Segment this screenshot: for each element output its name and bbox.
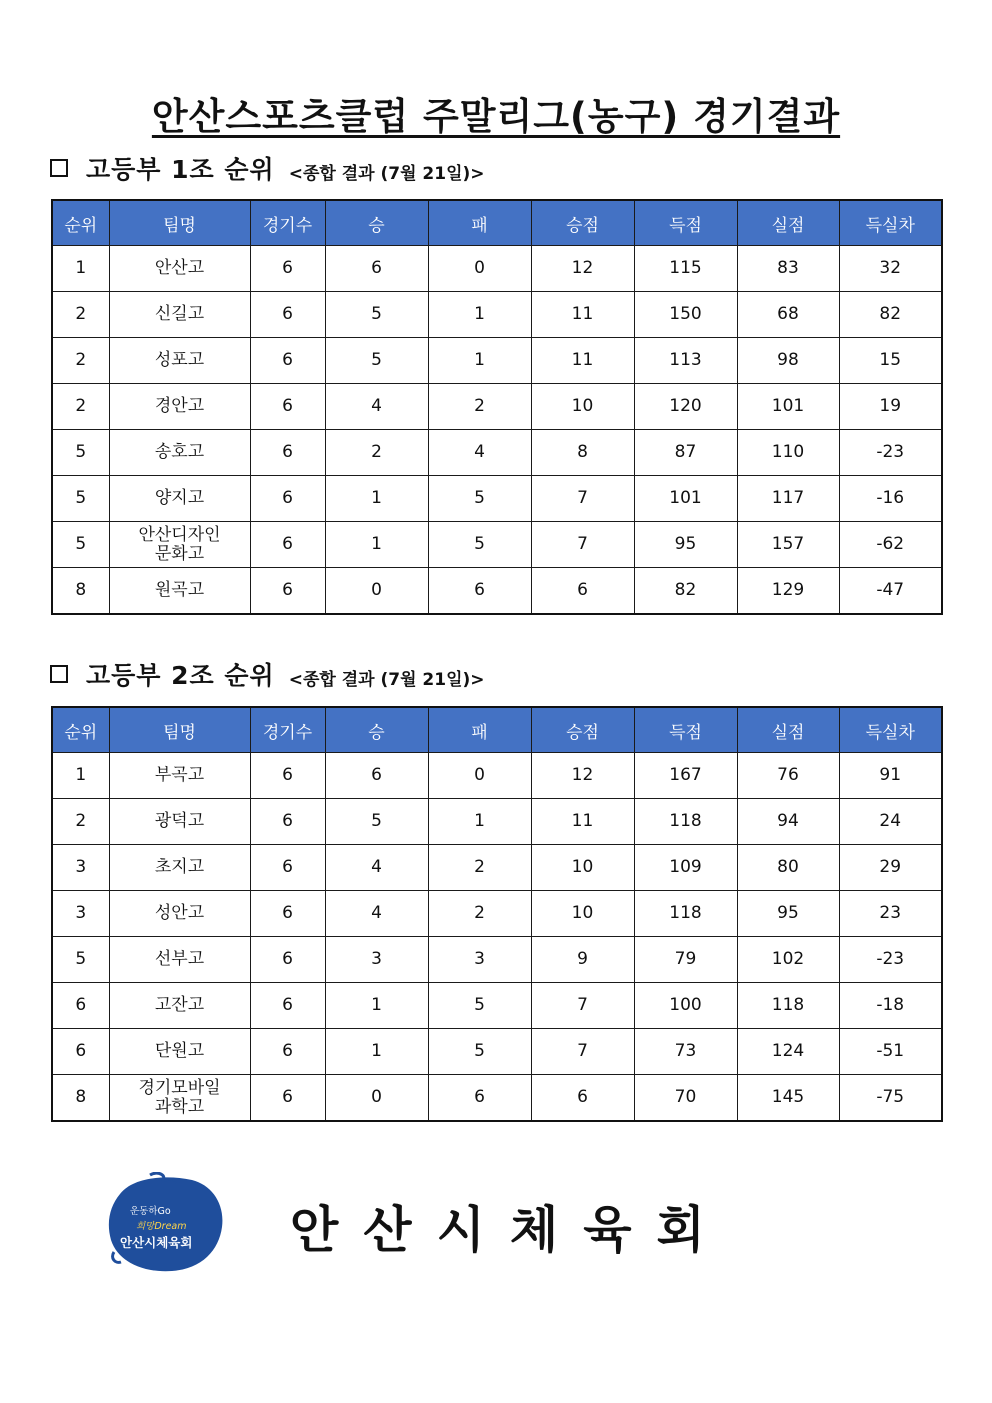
cell-games: 6 — [250, 292, 325, 338]
table-row — [52, 292, 942, 338]
cell-games: 6 — [250, 1029, 325, 1075]
cell-diff: -75 — [839, 1075, 942, 1122]
col-header-wins: 승 — [325, 200, 428, 246]
cell-losses: 4 — [428, 430, 531, 476]
cell-conceded: 102 — [737, 937, 839, 983]
col-header-diff: 득실차 — [839, 707, 942, 753]
col-header-points: 승점 — [531, 200, 634, 246]
cell-wins: 1 — [325, 1029, 428, 1075]
cell-losses: 5 — [428, 476, 531, 522]
cell-scored: 115 — [634, 246, 737, 292]
cell-wins: 6 — [325, 753, 428, 799]
cell-points: 7 — [531, 983, 634, 1029]
table-row — [52, 1029, 942, 1075]
cell-diff: 82 — [839, 292, 942, 338]
organization-name: 안산시체육회 — [290, 1201, 730, 1259]
cell-rank: 2 — [52, 338, 109, 384]
cell-wins: 1 — [325, 476, 428, 522]
cell-team: 고잔고 — [109, 983, 250, 1029]
cell-wins: 6 — [325, 246, 428, 292]
cell-conceded: 157 — [737, 522, 839, 568]
cell-team: 송호고 — [109, 430, 250, 476]
cell-scored: 150 — [634, 292, 737, 338]
standings-table-2 — [51, 706, 943, 1122]
cell-wins: 5 — [325, 338, 428, 384]
cell-losses: 0 — [428, 753, 531, 799]
col-header-losses: 패 — [428, 200, 531, 246]
col-header-conceded: 실점 — [737, 200, 839, 246]
logo-line-2: 희망Dream — [136, 1221, 187, 1232]
cell-wins: 4 — [325, 384, 428, 430]
checkbox-square-icon — [50, 665, 68, 683]
cell-games: 6 — [250, 937, 325, 983]
cell-losses: 5 — [428, 983, 531, 1029]
col-header-team: 팀명 — [109, 200, 250, 246]
cell-wins: 4 — [325, 891, 428, 937]
cell-wins: 0 — [325, 1075, 428, 1122]
cell-points: 12 — [531, 246, 634, 292]
cell-diff: 32 — [839, 246, 942, 292]
cell-scored: 95 — [634, 522, 737, 568]
page-title — [0, 86, 992, 140]
cell-diff: -23 — [839, 937, 942, 983]
cell-rank: 6 — [52, 1029, 109, 1075]
col-header-diff: 득실차 — [839, 200, 942, 246]
cell-games: 6 — [250, 246, 325, 292]
cell-scored: 118 — [634, 891, 737, 937]
cell-wins: 1 — [325, 522, 428, 568]
cell-team: 선부고 — [109, 937, 250, 983]
cell-team: 광덕고 — [109, 799, 250, 845]
page-title-text: 안산스포츠클럽 주말리그(농구) 경기결과 — [151, 95, 841, 138]
col-header-games: 경기수 — [250, 707, 325, 753]
cell-losses: 2 — [428, 891, 531, 937]
cell-diff: 19 — [839, 384, 942, 430]
cell-team: 경기모바일 과학고 — [109, 1075, 250, 1122]
cell-diff: -47 — [839, 568, 942, 615]
cell-team: 초지고 — [109, 845, 250, 891]
cell-rank: 1 — [52, 753, 109, 799]
cell-team: 성포고 — [109, 338, 250, 384]
cell-points: 10 — [531, 891, 634, 937]
cell-rank: 2 — [52, 384, 109, 430]
cell-losses: 0 — [428, 246, 531, 292]
section-1-title: 고등부 1조 순위 — [86, 155, 275, 184]
cell-games: 6 — [250, 338, 325, 384]
cell-points: 7 — [531, 476, 634, 522]
cell-scored: 70 — [634, 1075, 737, 1122]
cell-scored: 82 — [634, 568, 737, 615]
cell-games: 6 — [250, 845, 325, 891]
cell-rank: 1 — [52, 246, 109, 292]
logo-line-3: 안산시체육회 — [120, 1235, 193, 1250]
table-row — [52, 568, 942, 615]
cell-conceded: 117 — [737, 476, 839, 522]
cell-rank: 6 — [52, 983, 109, 1029]
cell-diff: -62 — [839, 522, 942, 568]
cell-conceded: 68 — [737, 292, 839, 338]
cell-team: 안산디자인 문화고 — [109, 522, 250, 568]
cell-conceded: 76 — [737, 753, 839, 799]
cell-rank: 5 — [52, 522, 109, 568]
cell-conceded: 95 — [737, 891, 839, 937]
cell-wins: 5 — [325, 292, 428, 338]
cell-games: 6 — [250, 1075, 325, 1122]
cell-points: 7 — [531, 522, 634, 568]
table-row — [52, 522, 942, 568]
col-header-team: 팀명 — [109, 707, 250, 753]
cell-rank: 5 — [52, 430, 109, 476]
cell-scored: 113 — [634, 338, 737, 384]
cell-points: 10 — [531, 845, 634, 891]
cell-team: 신길고 — [109, 292, 250, 338]
col-header-wins: 승 — [325, 707, 428, 753]
table-row — [52, 338, 942, 384]
cell-conceded: 83 — [737, 246, 839, 292]
cell-points: 11 — [531, 292, 634, 338]
table-row — [52, 753, 942, 799]
table-row — [52, 246, 942, 292]
cell-diff: -16 — [839, 476, 942, 522]
cell-games: 6 — [250, 799, 325, 845]
col-header-points: 승점 — [531, 707, 634, 753]
table-row — [52, 845, 942, 891]
cell-points: 7 — [531, 1029, 634, 1075]
cell-conceded: 110 — [737, 430, 839, 476]
cell-team: 안산고 — [109, 246, 250, 292]
cell-wins: 0 — [325, 568, 428, 615]
cell-team: 단원고 — [109, 1029, 250, 1075]
cell-losses: 1 — [428, 292, 531, 338]
standings-table-1 — [51, 199, 943, 615]
cell-losses: 6 — [428, 1075, 531, 1122]
section-1-subtitle: <종합 결과 (7월 21일)> — [288, 163, 485, 184]
cell-games: 6 — [250, 476, 325, 522]
section-2-subtitle: <종합 결과 (7월 21일)> — [288, 669, 485, 690]
cell-scored: 100 — [634, 983, 737, 1029]
table-row — [52, 476, 942, 522]
cell-team: 원곡고 — [109, 568, 250, 615]
cell-rank: 8 — [52, 568, 109, 615]
cell-points: 6 — [531, 568, 634, 615]
cell-rank: 3 — [52, 845, 109, 891]
cell-rank: 2 — [52, 292, 109, 338]
checkbox-square-icon — [50, 159, 68, 177]
cell-scored: 73 — [634, 1029, 737, 1075]
cell-scored: 118 — [634, 799, 737, 845]
table-row — [52, 430, 942, 476]
table-header-row — [52, 200, 942, 246]
cell-conceded: 118 — [737, 983, 839, 1029]
cell-games: 6 — [250, 891, 325, 937]
cell-rank: 5 — [52, 937, 109, 983]
table-header-row — [52, 707, 942, 753]
col-header-rank: 순위 — [52, 200, 109, 246]
cell-scored: 79 — [634, 937, 737, 983]
table-row — [52, 983, 942, 1029]
col-header-scored: 득점 — [634, 200, 737, 246]
cell-conceded: 94 — [737, 799, 839, 845]
cell-conceded: 124 — [737, 1029, 839, 1075]
logo-line-1: 운동하Go — [130, 1206, 171, 1217]
col-header-losses: 패 — [428, 707, 531, 753]
cell-rank: 5 — [52, 476, 109, 522]
cell-games: 6 — [250, 522, 325, 568]
cell-diff: 29 — [839, 845, 942, 891]
cell-rank: 2 — [52, 799, 109, 845]
cell-wins: 2 — [325, 430, 428, 476]
cell-rank: 3 — [52, 891, 109, 937]
cell-losses: 2 — [428, 384, 531, 430]
cell-diff: 23 — [839, 891, 942, 937]
table-row — [52, 1075, 942, 1122]
cell-conceded: 80 — [737, 845, 839, 891]
section-2-title: 고등부 2조 순위 — [86, 661, 275, 690]
cell-losses: 5 — [428, 1029, 531, 1075]
cell-diff: 15 — [839, 338, 942, 384]
cell-diff: -23 — [839, 430, 942, 476]
ansan-sports-council-logo — [106, 1172, 226, 1274]
cell-diff: 24 — [839, 799, 942, 845]
cell-points: 6 — [531, 1075, 634, 1122]
table-row — [52, 384, 942, 430]
cell-wins: 5 — [325, 799, 428, 845]
cell-conceded: 145 — [737, 1075, 839, 1122]
cell-points: 8 — [531, 430, 634, 476]
cell-wins: 4 — [325, 845, 428, 891]
cell-team: 성안고 — [109, 891, 250, 937]
cell-games: 6 — [250, 430, 325, 476]
cell-points: 12 — [531, 753, 634, 799]
cell-losses: 3 — [428, 937, 531, 983]
cell-team: 경안고 — [109, 384, 250, 430]
cell-points: 10 — [531, 384, 634, 430]
cell-scored: 109 — [634, 845, 737, 891]
cell-scored: 87 — [634, 430, 737, 476]
cell-diff: 91 — [839, 753, 942, 799]
cell-team: 부곡고 — [109, 753, 250, 799]
cell-games: 6 — [250, 753, 325, 799]
table-row — [52, 891, 942, 937]
cell-losses: 5 — [428, 522, 531, 568]
section-1-header — [50, 151, 485, 185]
cell-team: 양지고 — [109, 476, 250, 522]
cell-points: 11 — [531, 338, 634, 384]
cell-scored: 167 — [634, 753, 737, 799]
col-header-games: 경기수 — [250, 200, 325, 246]
cell-scored: 101 — [634, 476, 737, 522]
col-header-conceded: 실점 — [737, 707, 839, 753]
cell-conceded: 98 — [737, 338, 839, 384]
cell-wins: 3 — [325, 937, 428, 983]
cell-rank: 8 — [52, 1075, 109, 1122]
cell-games: 6 — [250, 384, 325, 430]
table-row — [52, 799, 942, 845]
cell-diff: -18 — [839, 983, 942, 1029]
cell-wins: 1 — [325, 983, 428, 1029]
cell-losses: 6 — [428, 568, 531, 615]
cell-games: 6 — [250, 568, 325, 615]
cell-diff: -51 — [839, 1029, 942, 1075]
table-row — [52, 937, 942, 983]
col-header-scored: 득점 — [634, 707, 737, 753]
cell-scored: 120 — [634, 384, 737, 430]
cell-losses: 1 — [428, 338, 531, 384]
cell-games: 6 — [250, 983, 325, 1029]
section-2-header — [50, 657, 485, 691]
cell-losses: 1 — [428, 799, 531, 845]
cell-points: 11 — [531, 799, 634, 845]
cell-conceded: 101 — [737, 384, 839, 430]
cell-losses: 2 — [428, 845, 531, 891]
cell-points: 9 — [531, 937, 634, 983]
col-header-rank: 순위 — [52, 707, 109, 753]
cell-conceded: 129 — [737, 568, 839, 615]
